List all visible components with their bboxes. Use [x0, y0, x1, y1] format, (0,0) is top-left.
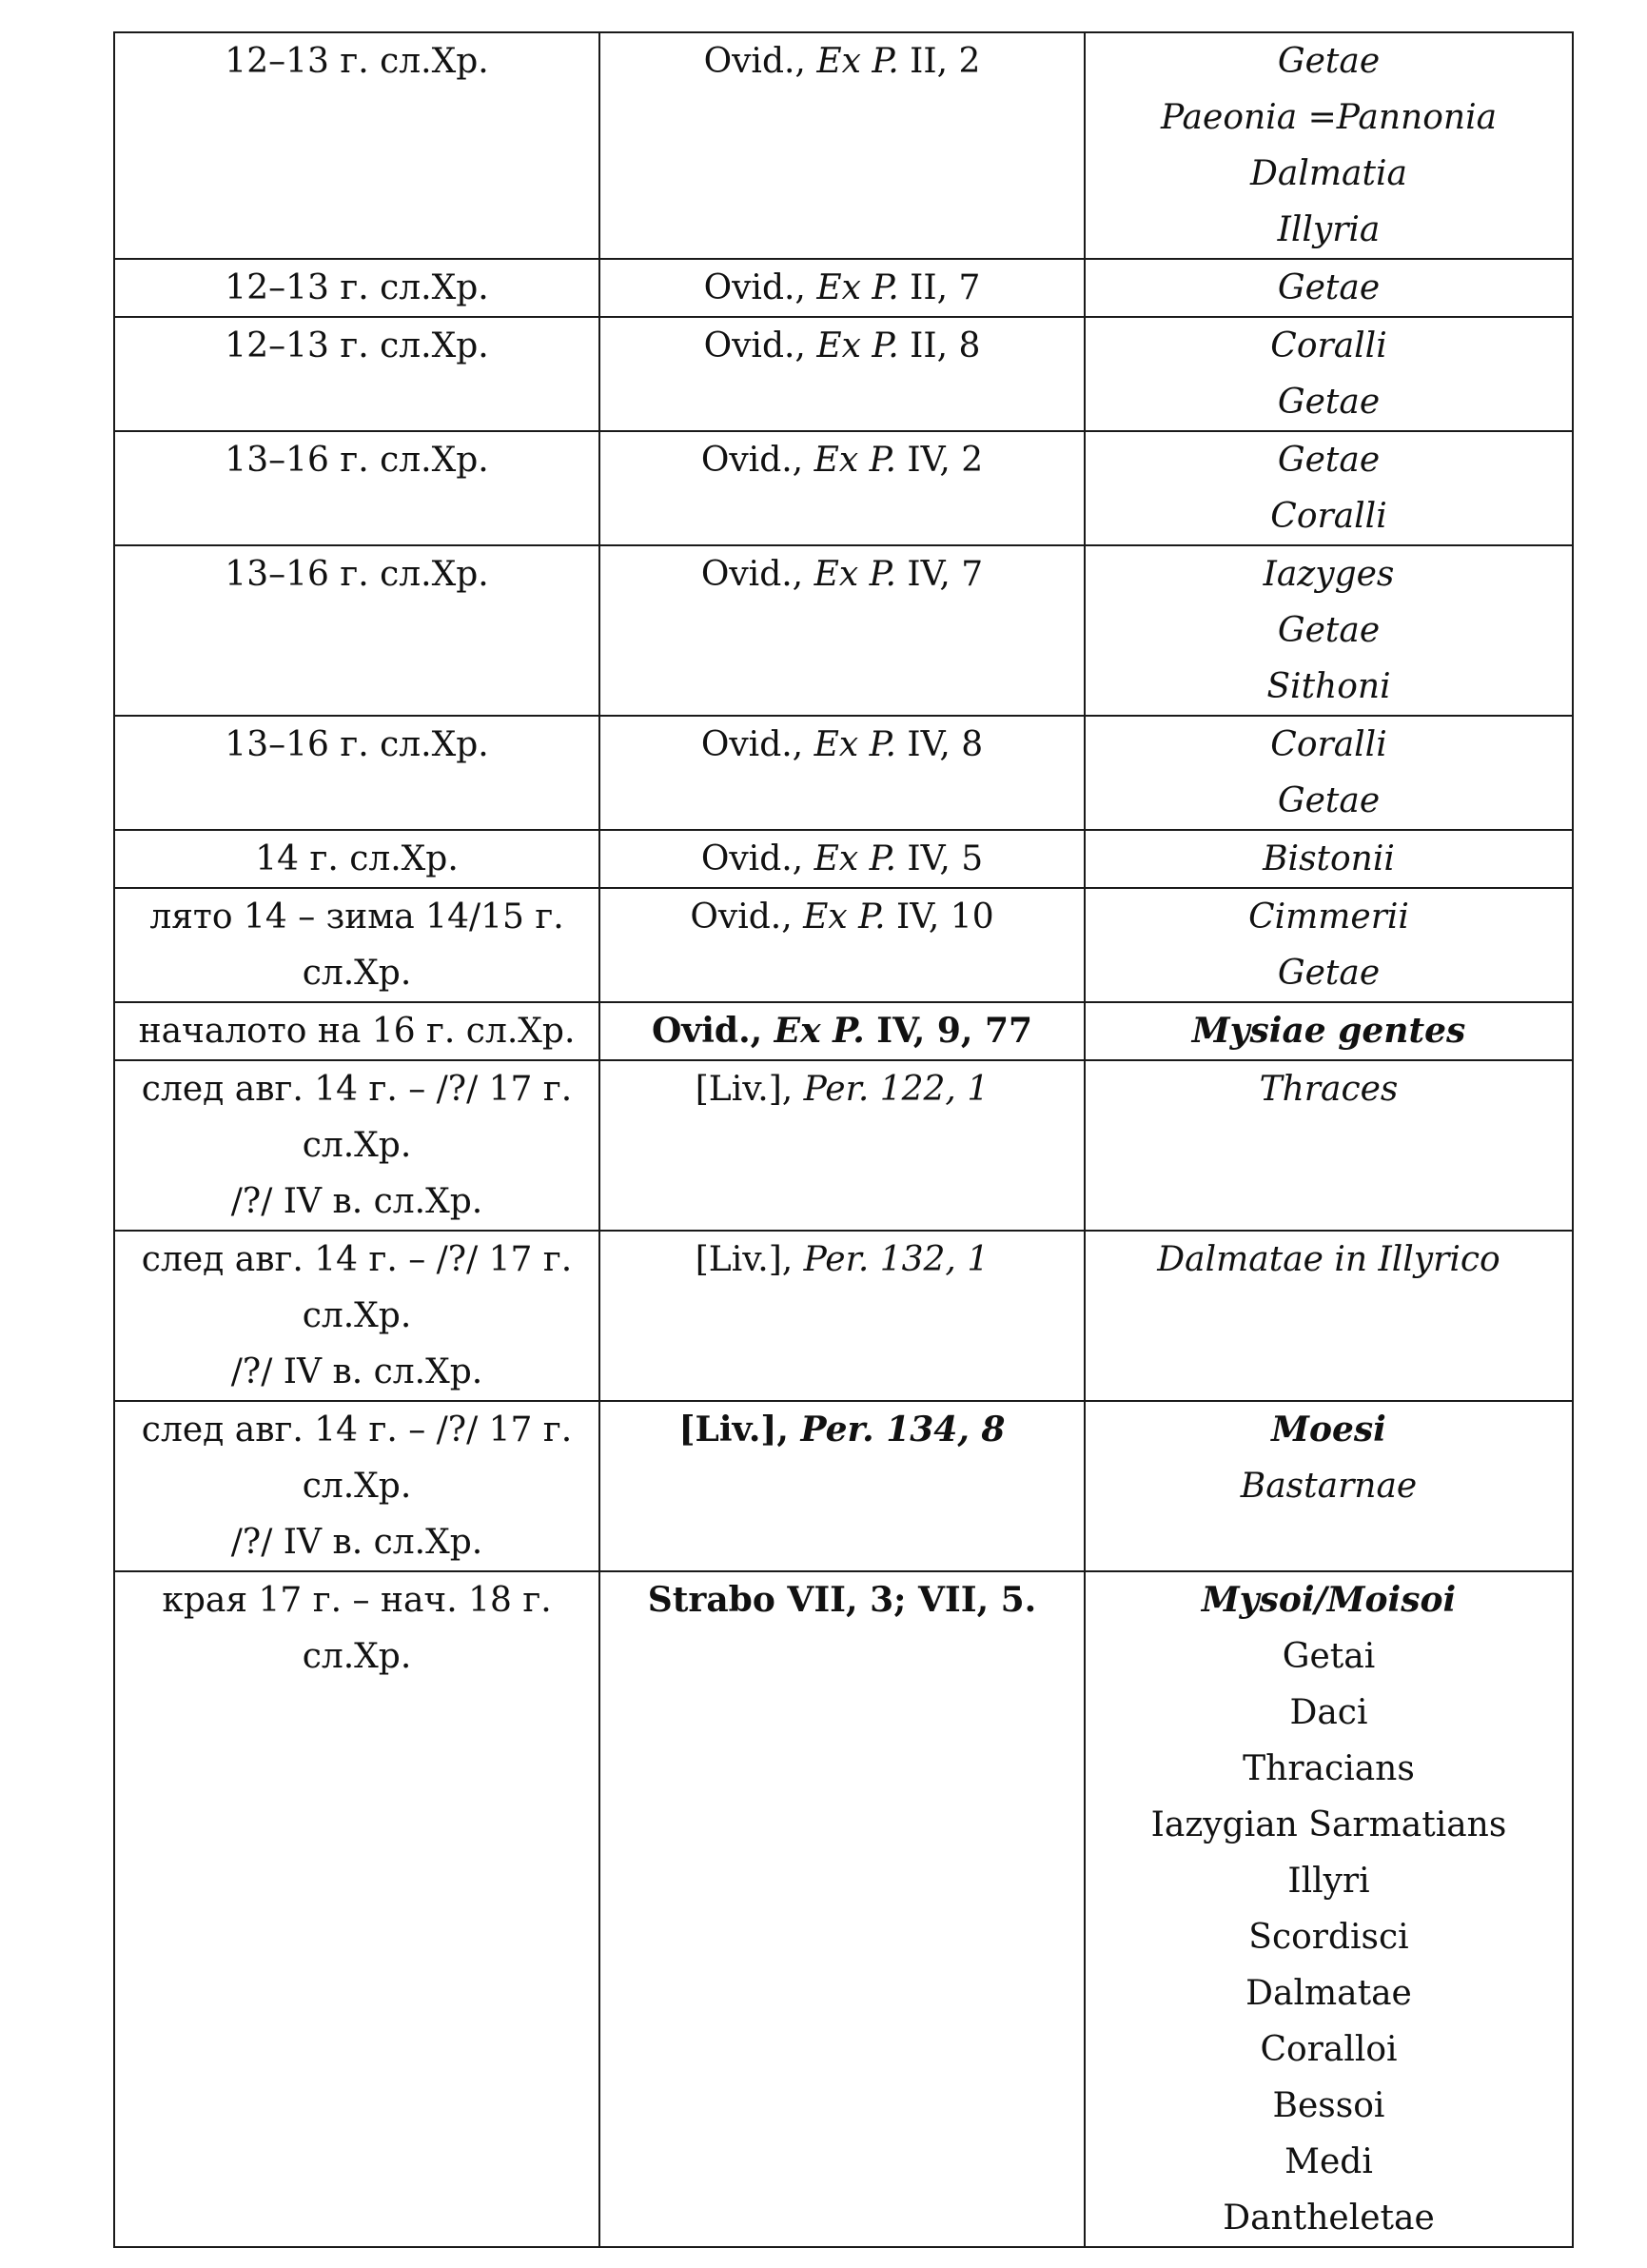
table-row — [114, 32, 1573, 259]
date-line: 12–13 г. сл.Хр. — [225, 42, 489, 81]
table-row — [114, 888, 1573, 1002]
date-line: след авг. 14 г. – /?/ 17 г. — [141, 1410, 573, 1450]
source-em: Per. 122, 1 — [803, 1070, 990, 1109]
date-line: след авг. 14 г. – /?/ 17 г. — [141, 1240, 573, 1279]
source-post: IV, 2 — [895, 441, 984, 480]
source-em: Per. 132, 1 — [803, 1240, 990, 1279]
date-line: /?/ IV в. сл.Хр. — [230, 1523, 483, 1562]
source-cell — [599, 1231, 1085, 1401]
peoples-cell — [1085, 32, 1573, 259]
people-name: Moesi — [1271, 1410, 1386, 1450]
people-name: Dalmatia — [1250, 154, 1407, 193]
source-post: IV, 7 — [895, 555, 984, 594]
date-cell — [114, 716, 599, 830]
document-page — [113, 31, 1572, 2248]
source-citation — [600, 1402, 1084, 1458]
people-name: Cimmerii — [1248, 897, 1409, 937]
peoples-cell — [1085, 1401, 1573, 1571]
date-cell — [114, 1060, 599, 1231]
people-name: Getai — [1282, 1637, 1376, 1676]
source-citation — [600, 831, 1084, 887]
people-name: Dantheletae — [1223, 2199, 1435, 2238]
table-row — [114, 259, 1573, 317]
date-cell — [114, 32, 599, 259]
source-citation — [600, 1003, 1084, 1059]
peoples-cell — [1085, 1231, 1573, 1401]
source-citation — [600, 889, 1084, 945]
date-line: сл.Хр. — [302, 954, 412, 993]
source-cell — [599, 317, 1085, 431]
people-name: Getae — [1277, 441, 1381, 480]
source-post: II, 7 — [898, 268, 981, 307]
date-cell — [114, 259, 599, 317]
source-citation — [600, 1232, 1084, 1288]
source-pre: Ovid., — [700, 441, 814, 480]
source-citation — [600, 717, 1084, 773]
peoples-cell — [1085, 317, 1573, 431]
source-post: II, 2 — [898, 42, 981, 81]
people-name: Medi — [1284, 2142, 1373, 2181]
source-pre: Ovid., — [700, 725, 814, 764]
date-line: 13–16 г. сл.Хр. — [225, 441, 489, 480]
source-cell — [599, 830, 1085, 888]
source-cell — [599, 888, 1085, 1002]
people-name: Paeonia =Pannonia — [1160, 98, 1498, 137]
date-cell — [114, 317, 599, 431]
source-em: Ex P. — [816, 42, 899, 81]
date-cell — [114, 431, 599, 545]
date-line: след авг. 14 г. – /?/ 17 г. — [141, 1070, 573, 1109]
source-post: IV, 5 — [895, 839, 984, 878]
people-name: Getae — [1277, 781, 1381, 820]
date-cell — [114, 888, 599, 1002]
table-row — [114, 1060, 1573, 1231]
source-citation — [600, 546, 1084, 602]
source-cell — [599, 1401, 1085, 1571]
date-line: /?/ IV в. сл.Хр. — [230, 1182, 483, 1221]
table-row — [114, 716, 1573, 830]
people-name: Iazygian Sarmatians — [1150, 1805, 1507, 1844]
date-line: 12–13 г. сл.Хр. — [225, 326, 489, 365]
date-line: лято 14 – зима 14/15 г. — [149, 897, 564, 937]
people-name: Dalmatae — [1245, 1974, 1412, 2013]
people-name: Coralli — [1270, 497, 1387, 536]
peoples-cell — [1085, 545, 1573, 716]
people-name: Coralloi — [1260, 2030, 1398, 2069]
table-body — [114, 32, 1573, 2247]
source-pre: Ovid., — [703, 268, 817, 307]
table-row — [114, 1401, 1573, 1571]
source-pre: Ovid., — [700, 839, 814, 878]
source-em: Ex P. — [814, 441, 896, 480]
source-cell — [599, 716, 1085, 830]
people-name: Getae — [1277, 268, 1381, 307]
date-cell — [114, 1571, 599, 2247]
source-cell — [599, 1571, 1085, 2247]
source-post: IV, 10 — [885, 897, 994, 937]
date-cell — [114, 1401, 599, 1571]
source-pre: [Liv.], — [695, 1240, 804, 1279]
source-cell — [599, 1060, 1085, 1231]
source-cell — [599, 32, 1085, 259]
source-pre: [Liv.], — [695, 1070, 804, 1109]
source-em: Ex P. — [814, 555, 896, 594]
date-cell — [114, 545, 599, 716]
people-name: Bessoi — [1272, 2086, 1385, 2125]
date-line: сл.Хр. — [302, 1296, 412, 1335]
peoples-cell — [1085, 431, 1573, 545]
people-name: Dalmatae in Illyrico — [1157, 1240, 1500, 1279]
date-line: края 17 г. – нач. 18 г. — [162, 1581, 552, 1620]
date-line: началото на 16 г. сл.Хр. — [138, 1012, 576, 1051]
source-pre: Ovid., — [703, 326, 817, 365]
source-citation — [600, 318, 1084, 374]
date-line: 12–13 г. сл.Хр. — [225, 268, 489, 307]
source-cell — [599, 1002, 1085, 1060]
source-citation — [600, 260, 1084, 316]
peoples-cell — [1085, 1060, 1573, 1231]
date-line: 13–16 г. сл.Хр. — [225, 555, 489, 594]
people-name: Illyria — [1277, 210, 1381, 249]
sources-table — [113, 31, 1574, 2248]
people-name: Iazyges — [1263, 555, 1395, 594]
source-em: Ex P. — [774, 1011, 865, 1051]
table-row — [114, 1002, 1573, 1060]
table-row — [114, 1571, 1573, 2247]
source-pre: Ovid., — [703, 42, 817, 81]
peoples-cell — [1085, 830, 1573, 888]
people-name: Mysiae gentes — [1191, 1011, 1466, 1051]
source-post: IV, 8 — [895, 725, 984, 764]
peoples-cell — [1085, 259, 1573, 317]
source-cell — [599, 259, 1085, 317]
people-name: Coralli — [1270, 725, 1387, 764]
people-name: Getae — [1277, 42, 1381, 81]
source-em: Ex P. — [816, 268, 899, 307]
date-line: 14 г. сл.Хр. — [255, 839, 459, 878]
source-post: II, 8 — [898, 326, 981, 365]
source-pre: Ovid., — [651, 1011, 774, 1051]
table-row — [114, 545, 1573, 716]
source-cell — [599, 431, 1085, 545]
date-cell — [114, 1002, 599, 1060]
peoples-cell — [1085, 1571, 1573, 2247]
source-em: Ex P. — [803, 897, 886, 937]
date-line: сл.Хр. — [302, 1637, 412, 1676]
people-name: Coralli — [1270, 326, 1387, 365]
table-row — [114, 830, 1573, 888]
date-line: 13–16 г. сл.Хр. — [225, 725, 489, 764]
people-name: Getae — [1277, 611, 1381, 650]
date-line: сл.Хр. — [302, 1467, 412, 1506]
date-line: сл.Хр. — [302, 1126, 412, 1165]
source-pre: [Liv.], — [678, 1410, 801, 1450]
people-name: Bistonii — [1263, 839, 1395, 878]
people-name: Getae — [1277, 383, 1381, 422]
source-cell — [599, 545, 1085, 716]
date-line: /?/ IV в. сл.Хр. — [230, 1352, 483, 1391]
people-name: Daci — [1289, 1693, 1368, 1732]
people-name: Illyri — [1287, 1862, 1370, 1901]
peoples-cell — [1085, 888, 1573, 1002]
source-citation — [600, 1061, 1084, 1117]
source-em: Ex P. — [816, 326, 899, 365]
people-name: Bastarnae — [1240, 1467, 1418, 1506]
people-name: Getae — [1277, 954, 1381, 993]
source-citation — [600, 33, 1084, 89]
people-name: Sithoni — [1266, 667, 1391, 706]
source-citation — [600, 1572, 1084, 1628]
source-em: Ex P. — [814, 725, 896, 764]
table-row — [114, 317, 1573, 431]
source-em: Per. 134, 8 — [800, 1410, 1006, 1450]
peoples-cell — [1085, 1002, 1573, 1060]
people-name: Thracians — [1243, 1749, 1415, 1788]
source-citation — [600, 432, 1084, 488]
people-name: Thraces — [1259, 1070, 1399, 1109]
source-pre: Ovid., — [690, 897, 804, 937]
date-cell — [114, 830, 599, 888]
people-name: Scordisci — [1248, 1918, 1409, 1957]
source-em: Ex P. — [814, 839, 896, 878]
table-row — [114, 431, 1573, 545]
source-pre: Strabo VII, 3; VII, 5. — [647, 1580, 1037, 1620]
people-name: Mysoi/Moisoi — [1201, 1580, 1457, 1620]
source-post: IV, 9, 77 — [864, 1011, 1033, 1051]
peoples-cell — [1085, 716, 1573, 830]
source-pre: Ovid., — [700, 555, 814, 594]
date-cell — [114, 1231, 599, 1401]
table-row — [114, 1231, 1573, 1401]
